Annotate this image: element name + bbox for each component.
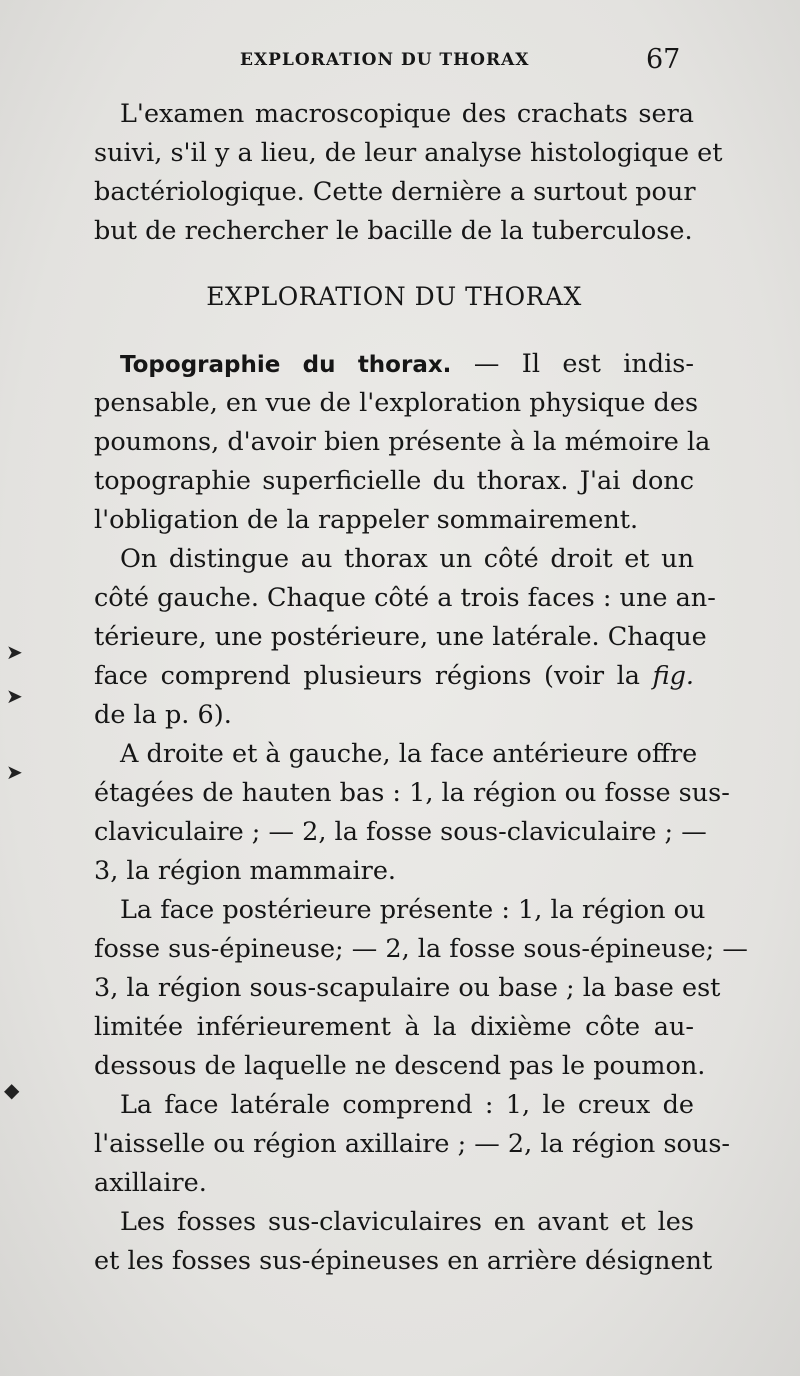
margin-arrow-mark-icon: ➤ xyxy=(6,760,23,784)
figure-reference: fig. xyxy=(652,661,694,691)
text-line: l'obligation de la rappeler sommairement. xyxy=(94,505,639,535)
text-line: On distingue au thorax un côté droit et un xyxy=(120,544,694,574)
text-line: térieure, une postérieure, une latérale. Chaque xyxy=(94,622,707,652)
text-line: topographie superficielle du thorax. J'ai donc xyxy=(94,466,694,496)
text-run: face comprend plusieurs régions (voir la xyxy=(94,661,653,691)
text-line: dessous de laquelle ne descend pas le poumon. xyxy=(94,1051,706,1081)
text-line: l'aisselle ou région axillaire ; — 2, la région sous- xyxy=(94,1129,731,1159)
text-line: fosse sus-épineuse; — 2, la fosse sous-épineuse; — xyxy=(94,934,748,964)
paragraph-sputum-analysis xyxy=(94,95,723,251)
text-line: Les fosses sus-claviculaires en avant et les xyxy=(120,1207,694,1237)
text-line: 3, la région sous-scapulaire ou base ; la base est xyxy=(94,973,721,1003)
page-number: 67 xyxy=(646,44,681,75)
text-line: de la p. 6). xyxy=(94,700,232,730)
margin-arrow-mark-icon: ➤ xyxy=(6,640,23,664)
text-line: La face postérieure présente : 1, la région ou xyxy=(120,895,706,925)
run-in-heading: Topographie du thorax. xyxy=(120,352,452,378)
text-line: poumons, d'avoir bien présente à la mémoire la xyxy=(94,427,711,457)
text-line: suivi, s'il y a lieu, de leur analyse histologique et xyxy=(94,138,723,168)
text-line: axillaire. xyxy=(94,1168,207,1198)
running-head xyxy=(0,44,800,84)
paragraph-fossae xyxy=(94,1203,713,1281)
text-line: et les fosses sus-épineuses en arrière désignent xyxy=(94,1246,713,1276)
paragraph-posterior-face xyxy=(94,891,748,1086)
paragraph-lateral-face xyxy=(94,1086,731,1203)
text-line: pensable, en vue de l'exploration physique des xyxy=(94,388,699,418)
paragraph-thorax-sides xyxy=(94,540,716,735)
text-line: étagées de hauten bas : 1, la région ou fosse sus- xyxy=(94,778,730,808)
paragraph-thorax-topography xyxy=(94,345,711,540)
text-line xyxy=(94,345,694,384)
text-line: claviculaire ; — 2, la fosse sous-claviculaire ; — xyxy=(94,817,707,847)
text-line: L'examen macroscopique des crachats sera xyxy=(120,99,694,129)
section-heading: EXPLORATION DU THORAX xyxy=(206,282,582,311)
text-line: limitée inférieurement à la dixième côte au- xyxy=(94,1012,694,1042)
margin-arrow-mark-icon: ◆ xyxy=(4,1078,20,1102)
margin-arrow-mark-icon: ➤ xyxy=(6,684,23,708)
text-line: A droite et à gauche, la face antérieure offre xyxy=(120,739,698,769)
paragraph-anterior-face xyxy=(94,735,730,891)
text-line xyxy=(94,657,694,696)
text-line: La face latérale comprend : 1, le creux de xyxy=(120,1090,694,1120)
text-line: bactériologique. Cette dernière a surtout pour xyxy=(94,177,696,207)
text-line: but de rechercher le bacille de la tuberculose. xyxy=(94,216,693,246)
text-run: — Il est indis- xyxy=(451,349,694,379)
body-text xyxy=(94,95,748,1281)
text-line: 3, la région mammaire. xyxy=(94,856,397,886)
running-title: EXPLORATION DU THORAX xyxy=(240,50,530,70)
text-line: côté gauche. Chaque côté a trois faces : une an- xyxy=(94,583,716,613)
